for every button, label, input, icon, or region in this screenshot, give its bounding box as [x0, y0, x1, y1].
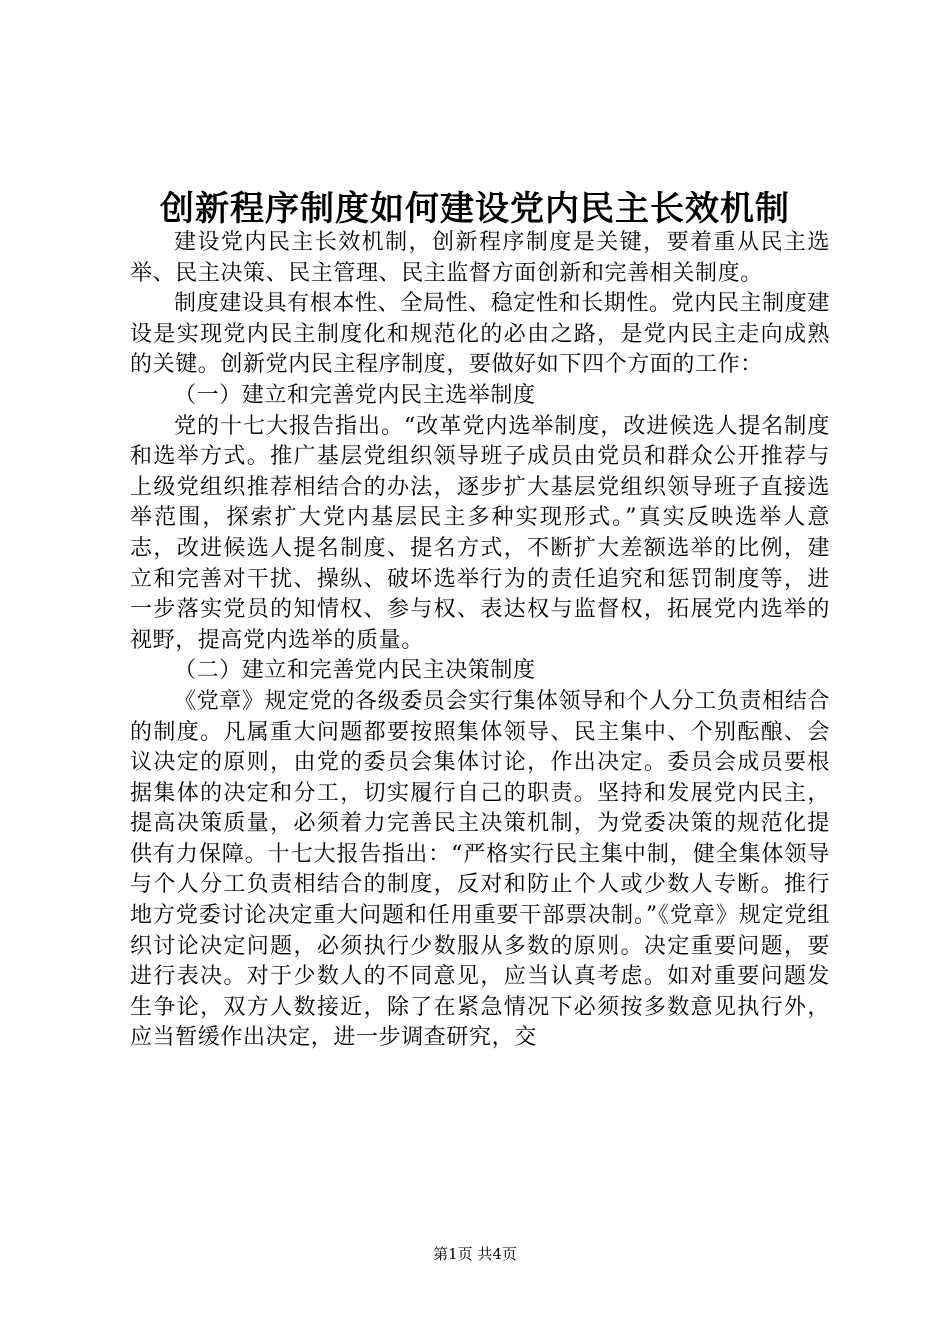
document-body: [130, 228, 830, 1054]
page-number: 第1页 共4页: [433, 1245, 517, 1263]
paragraph-intro: 建设党内民主长效机制，创新程序制度是关键，要着重从民主选举、民主决策、民主管理、民主监督方面创新和完善相关制度。: [130, 230, 830, 286]
section-heading-election: （一）建立和完善党内民主选举制度: [174, 382, 536, 408]
section-heading-decision: （二）建立和完善党内民主决策制度: [174, 658, 536, 684]
paragraph-election: 党的十七大报告指出。“改革党内选举制度，改进候选人提名制度和选举方式。推广基层党组织领导班子成员由党员和群众公开推荐与上级党组织推荐相结合的办法，逐步扩大基层党组织领导班子直接选举范围，探索扩大党内基层民主多种实现形式。”真实反映选举人意志，改进候选人提名制度、提名方式，不断扩大差额选举的比例，建立和完善对干扰、操纵、破坏选举行为的责任追究和惩罚制度等，进一步落实党员的知情权、参与权、表达权与监督权，拓展党内选举的视野，提高党内选举的质量。: [130, 413, 830, 653]
paragraph-decision: 《党章》规定党的各级委员会实行集体领导和个人分工负责相结合的制度。凡属重大问题都要按照集体领导、民主集中、个别酝酿、会议决定的原则，由党的委员会集体讨论，作出决定。委员会成员要根据集体的决定和分工，切实履行自己的职责。坚持和发展党内民主，提高决策质量，必须着力完善民主决策机制，为党委决策的规范化提供有力保障。十七大报告指出：“严格实行民主集中制，健全集体领导与个人分工负责相结合的制度，反对和防止个人或少数人专断。推行地方党委讨论决定重大问题和任用重要干部票决制。”《党章》规定党组织讨论决定问题，必须执行少数服从多数的原则。决定重要问题，要进行表决。对于少数人的不同意见，应当认真考虑。如对重要问题发生争论，双方人数接近，除了在紧急情况下必须按多数意见执行外，应当暂缓作出决定，进一步调查研究，交: [130, 688, 830, 1051]
paragraph-overview: 制度建设具有根本性、全局性、稳定性和长期性。党内民主制度建设是实现党内民主制度化和规范化的必由之路，是党内民主走向成熟的关键。创新党内民主程序制度，要做好如下四个方面的工作：: [130, 291, 830, 378]
document-title: 创新程序制度如何建设党内民主长效机制: [160, 189, 790, 229]
